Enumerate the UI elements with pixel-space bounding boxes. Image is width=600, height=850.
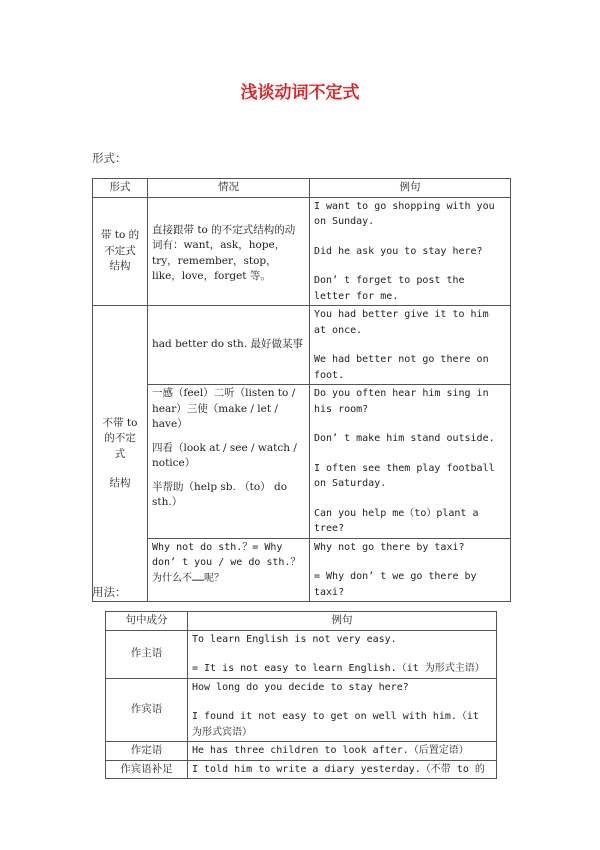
form-table (92, 178, 511, 602)
table-row (93, 385, 511, 539)
example-sentence: How long do you decide to stay here? (192, 681, 409, 693)
example-sentence: I found it not easy to get on well with him.（it 为形式宾语） (192, 711, 479, 738)
examples-had-better (310, 306, 511, 385)
form-with-to: 带 to 的 不定式 结构 (93, 197, 148, 306)
header-role: 句中成分 (106, 612, 188, 631)
role-object-complement: 作宾语补足 (106, 760, 188, 779)
form-without-to-line1: 不带 to 的不定 式 (102, 416, 138, 460)
table-row (106, 742, 497, 761)
situation-sense-verbs (148, 385, 310, 539)
example-sentence: Don’ t make him stand outside. (314, 433, 495, 444)
example-sentence: We had better not go there on foot. (314, 354, 489, 381)
examples-subject (188, 630, 497, 678)
document-title: 浅谈动词不定式 (240, 83, 360, 103)
examples-with-to (310, 197, 511, 306)
example-sentence: Don’ t forget to post the letter for me. (314, 275, 465, 302)
header-examples: 例句 (310, 179, 511, 198)
example-sentence: To learn English is not very easy. (192, 633, 397, 645)
example-sentence: Can you help me（to）plant a tree? (314, 507, 479, 534)
role-object: 作宾语 (106, 678, 188, 742)
example-sentence: = Why don’ t we go there by taxi? (314, 571, 477, 598)
table-row (106, 760, 497, 779)
situation-text: 一感（feel）二听（listen to / hear）三使（make / let / have） (152, 387, 296, 430)
example-sentence: I often see them play football on Saturday. (314, 462, 495, 489)
header-form: 形式 (93, 179, 148, 198)
examples-object-complement (188, 760, 497, 779)
table-row (106, 630, 497, 678)
header-usage-examples: 例句 (188, 612, 497, 631)
table-row (106, 678, 497, 742)
form-table-header (93, 179, 511, 198)
examples-object (188, 678, 497, 742)
example-sentence: I told him to write a diary yesterday.（不带 to 的 (192, 763, 485, 775)
table-row (93, 197, 511, 306)
role-attribute: 作定语 (106, 742, 188, 761)
usage-table-header (106, 612, 497, 631)
situation-with-to: 直接跟带 to 的不定式结构的动词有：want，ask，hope，try，remember，stop，like，love，forget 等。 (148, 197, 310, 306)
examples-attribute (188, 742, 497, 761)
situation-text: had better do sth. 最好做某事 (152, 338, 303, 351)
situation-why-not (148, 538, 310, 602)
situation-text: 半帮助（help sb. （to） do sth.） (152, 480, 288, 508)
usage-section-label: 用法： (92, 585, 127, 599)
form-without-to-line2: 结构 (109, 477, 131, 489)
examples-sense-verbs (310, 385, 511, 539)
example-sentence: I want to go shopping with you on Sunday. (314, 200, 495, 227)
table-row (93, 538, 511, 602)
form-without-to (93, 306, 148, 602)
role-subject: 作主语 (106, 630, 188, 678)
example-sentence: Do you often hear him sing in his room? (314, 388, 489, 415)
examples-why-not (310, 538, 511, 602)
form-section-label: 形式： (92, 151, 127, 165)
example-sentence: Why not go there by taxi? (314, 541, 465, 553)
example-sentence: He has three children to look after.（后置定语） (192, 745, 469, 756)
table-row (93, 306, 511, 385)
header-situation: 情况 (148, 179, 310, 198)
example-sentence: You had better give it to him at once. (314, 309, 489, 336)
situation-text: 四看（look at / see / watch / notice） (152, 441, 297, 469)
situation-had-better (148, 306, 310, 385)
example-sentence: Did he ask you to stay here? (314, 245, 483, 257)
example-sentence: = It is not easy to learn English.（it 为形式主语） (192, 663, 485, 674)
usage-table (105, 611, 497, 779)
situation-text: Why not do sth.？= Why don’ t you / we do sth.？为什么不……呢？ (152, 541, 301, 584)
